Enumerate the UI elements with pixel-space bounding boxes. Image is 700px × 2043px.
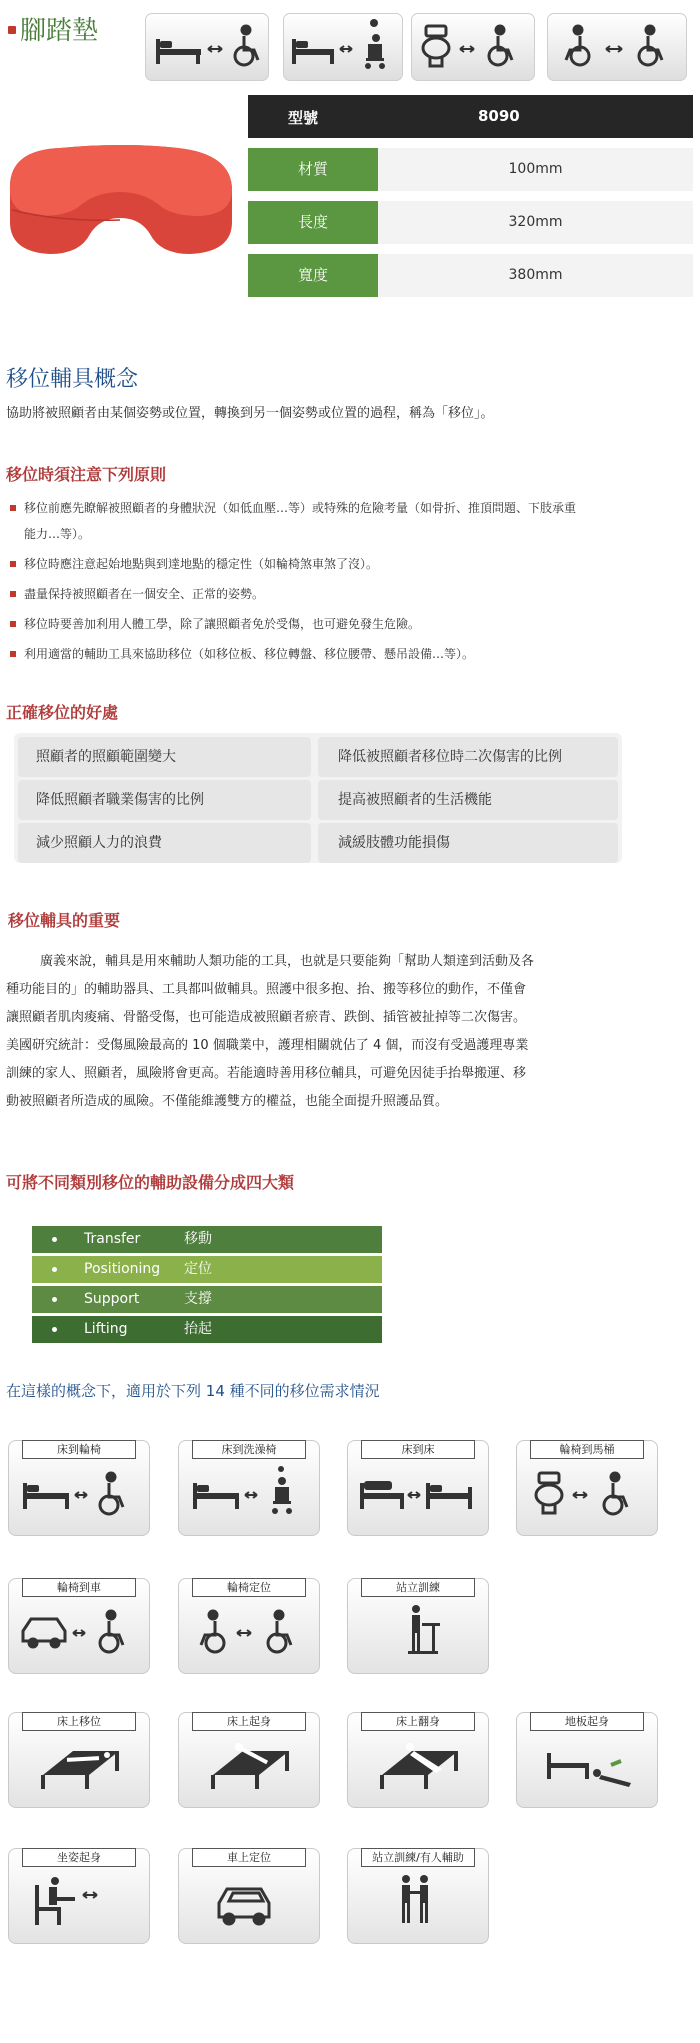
list-item: 利用適當的輔助工具來協助移位（如移位板、移位轉盤、移位腰帶、懸吊設備…等）。 xyxy=(10,642,474,666)
cushion-product-image xyxy=(0,130,240,270)
situations-title: 在這樣的概念下，適用於下列 14 種不同的移位需求情況 xyxy=(6,1382,380,1400)
bullet-icon xyxy=(10,505,16,511)
bullet-icon xyxy=(52,1297,57,1302)
card-label: 床上翻身 xyxy=(361,1712,475,1731)
bed-repositioning-icon xyxy=(19,1735,139,1799)
bullet-icon xyxy=(10,561,16,567)
card-label: 輪椅到馬桶 xyxy=(530,1440,644,1459)
wheelchair-positioning-icon xyxy=(189,1601,309,1665)
spec-row-value: 380mm xyxy=(378,254,693,297)
sit-up-in-bed-icon xyxy=(189,1735,309,1799)
importance-paragraph xyxy=(6,948,696,1116)
card-label: 床上起身 xyxy=(192,1712,306,1731)
sit-to-stand-icon xyxy=(19,1871,139,1935)
paragraph-line: 美國研究統計：受傷風險最高的 10 個職業中，護理相關就佔了 4 個，而沒有受過護理專業 xyxy=(6,1038,529,1053)
benefit-item: 照顧者的照顧範圍變大 xyxy=(18,737,311,777)
situation-card-wheelchair-positioning xyxy=(178,1578,320,1674)
card-label: 坐姿起身 xyxy=(22,1848,136,1867)
category-transfer: Transfer 移動 xyxy=(32,1226,382,1253)
title-bullet xyxy=(8,26,16,34)
list-item: 移位前應先瞭解被照顧者的身體狀況（如低血壓…等）或特殊的危險考量（如骨折、推頂問題、下肢承重 xyxy=(10,496,576,520)
benefit-item: 降低照顧者職業傷害的比例 xyxy=(18,780,311,820)
situation-card-sitting-up-in-bed xyxy=(178,1712,320,1808)
card-label: 床到洗澡椅 xyxy=(192,1440,306,1459)
card-label: 地板起身 xyxy=(530,1712,644,1731)
turn-in-bed-icon xyxy=(358,1735,478,1799)
card-label: 床到床 xyxy=(361,1440,475,1459)
list-item: 盡量保持被照顧者在一個安全、正常的姿勢。 xyxy=(10,582,264,606)
situation-card-assisted-standing-training xyxy=(347,1848,489,1944)
spec-row-material xyxy=(248,148,693,191)
situation-card-bed-to-wheelchair xyxy=(8,1440,150,1536)
card-label: 車上定位 xyxy=(192,1848,306,1867)
benefit-item: 減緩肢體功能損傷 xyxy=(318,823,618,863)
list-item-continuation: 能力…等）。 xyxy=(24,527,91,541)
wheelchair-to-wheelchair-icon xyxy=(547,13,687,81)
situation-card-standing-training xyxy=(347,1578,489,1674)
paragraph-line: 訓練的家人、照顧者，風險將會更高。若能適時善用移位輔具，可避免因徒手抬舉搬運、移 xyxy=(6,1066,527,1081)
spec-table-header xyxy=(248,95,693,138)
list-item: 移位時應注意起始地點與到達地點的穩定性（如輪椅煞車煞了沒）。 xyxy=(10,552,378,576)
standing-training-icon xyxy=(358,1601,478,1665)
situation-card-bed-repositioning xyxy=(8,1712,150,1808)
list-item: 移位時要善加利用人體工學，除了讓照顧者免於受傷，也可避免發生危險。 xyxy=(10,612,420,636)
concept-title: 移位輔具概念 xyxy=(6,367,139,392)
benefit-item: 降低被照顧者移位時二次傷害的比例 xyxy=(318,737,618,777)
benefit-item: 減少照顧人力的浪費 xyxy=(18,823,311,863)
bullet-icon xyxy=(52,1327,57,1332)
bullet-icon xyxy=(10,621,16,627)
bed-to-wheelchair-icon xyxy=(145,13,269,81)
situation-card-car-positioning xyxy=(178,1848,320,1944)
bullet-icon xyxy=(52,1267,57,1272)
bed-to-wheelchair-icon xyxy=(19,1463,139,1527)
paragraph-line: 讓照顧者肌肉痠痛、骨骼受傷，也可能造成被照顧者瘀青、跌倒、插管被扯掉等二次傷害。 xyxy=(6,1010,527,1025)
spec-row-width xyxy=(248,254,693,297)
assisted-standing-icon xyxy=(358,1871,478,1935)
bullet-icon xyxy=(10,591,16,597)
bed-to-bed-icon xyxy=(358,1463,478,1527)
situation-card-bed-to-bed xyxy=(347,1440,489,1536)
card-label: 輪椅到車 xyxy=(22,1578,136,1597)
spec-row-label: 長度 xyxy=(248,201,378,244)
spec-row-label: 材質 xyxy=(248,148,378,191)
categories-title: 可將不同類別移位的輔助設備分成四大類 xyxy=(6,1173,295,1192)
paragraph-line: 種功能目的」的輔助器具、工具都叫做輔具。照護中很多抱、抬、搬等移位的動作，不僅會 xyxy=(6,982,527,997)
spec-row-value: 100mm xyxy=(378,148,693,191)
rise-from-floor-icon xyxy=(527,1735,647,1799)
principles-title: 移位時須注意下列原則 xyxy=(6,465,167,484)
situation-card-bed-to-shower-chair xyxy=(178,1440,320,1536)
card-label: 站立訓練/有人輔助 xyxy=(361,1848,475,1867)
wheelchair-to-car-icon xyxy=(19,1601,139,1665)
category-positioning: Positioning 定位 xyxy=(32,1256,382,1283)
bullet-icon xyxy=(10,651,16,657)
wheelchair-to-toilet-icon xyxy=(527,1463,647,1527)
situation-card-wheelchair-to-car xyxy=(8,1578,150,1674)
bed-to-shower-chair-icon xyxy=(283,13,403,81)
concept-text: 協助將被照顧者由某個姿勢或位置，轉換到另一個姿勢或位置的過程，稱為「移位」。 xyxy=(6,406,494,421)
spec-row-length xyxy=(248,201,693,244)
benefits-title: 正確移位的好處 xyxy=(6,703,119,722)
situation-card-wheelchair-to-toilet xyxy=(516,1440,658,1536)
card-label: 床上移位 xyxy=(22,1712,136,1731)
situation-card-rising-from-floor xyxy=(516,1712,658,1808)
card-label: 床到輪椅 xyxy=(22,1440,136,1459)
importance-title: 移位輔具的重要 xyxy=(8,911,121,930)
card-label: 站立訓練 xyxy=(361,1578,475,1597)
category-support: Support 支撐 xyxy=(32,1286,382,1313)
spec-model-value: 8090 xyxy=(478,107,520,125)
card-label: 輪椅定位 xyxy=(192,1578,306,1597)
situation-card-sit-to-stand xyxy=(8,1848,150,1944)
car-positioning-icon xyxy=(189,1871,309,1935)
page-title: 腳踏墊 xyxy=(20,16,99,46)
benefit-item: 提高被照顧者的生活機能 xyxy=(318,780,618,820)
bullet-icon xyxy=(52,1237,57,1242)
paragraph-line: 廣義來說，輔具是用來輔助人類功能的工具，也就是只要能夠「幫助人類達到活動及各 xyxy=(40,954,535,969)
situation-card-turning-in-bed xyxy=(347,1712,489,1808)
spec-model-label: 型號 xyxy=(288,109,319,127)
category-lifting: Lifting 抬起 xyxy=(32,1316,382,1343)
spec-row-label: 寬度 xyxy=(248,254,378,297)
paragraph-line: 動被照顧者所造成的風險。不僅能維護雙方的權益，也能全面提升照護品質。 xyxy=(6,1094,449,1109)
bed-to-shower-chair-icon xyxy=(189,1463,309,1527)
wheelchair-to-toilet-icon xyxy=(411,13,535,81)
spec-row-value: 320mm xyxy=(378,201,693,244)
